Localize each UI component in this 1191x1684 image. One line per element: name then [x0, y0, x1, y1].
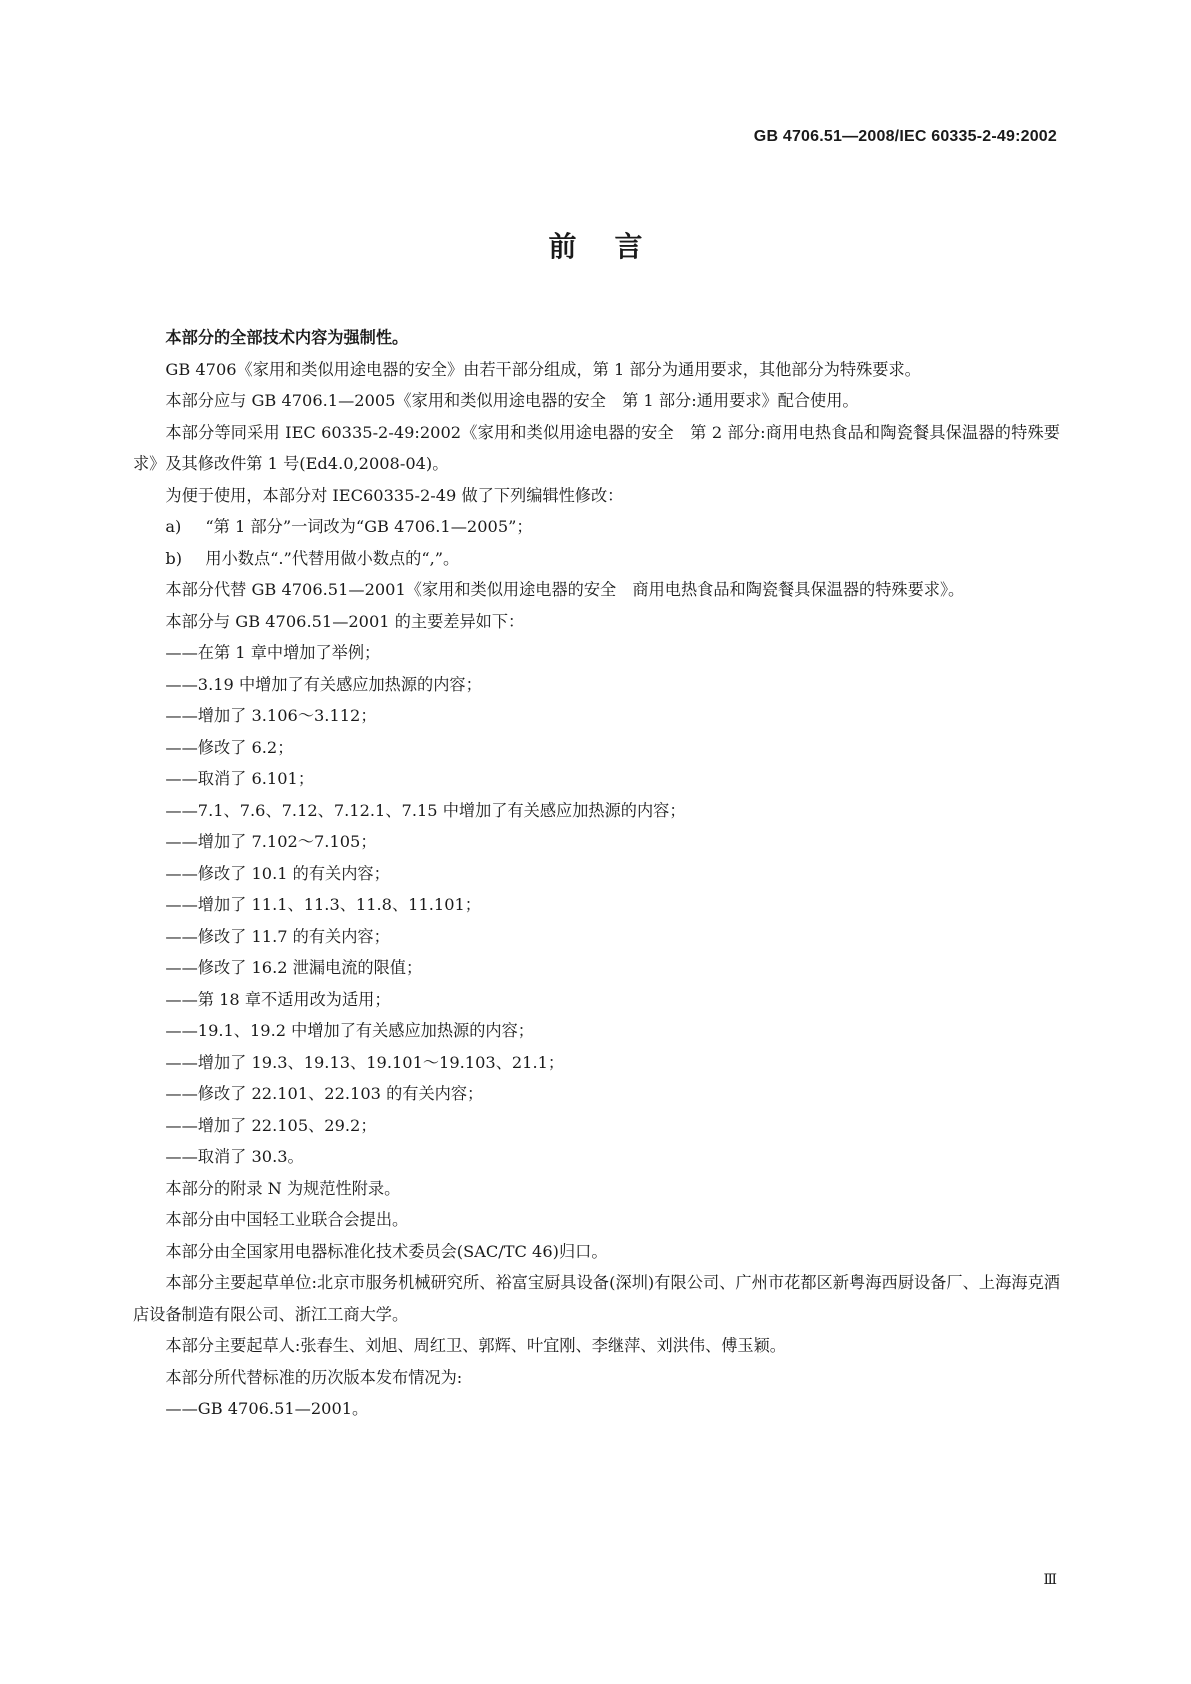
dash-item: ——取消了 30.3。	[165, 1147, 304, 1166]
dash-item: ——增加了 3.106～3.112；	[165, 706, 377, 725]
dash-item: ——第 18 章不适用改为适用；	[165, 989, 391, 1009]
paragraph: 本部分所代替标准的历次版本发布情况为:	[165, 1367, 463, 1387]
paragraph: GB 4706《家用和类似用途电器的安全》由若干部分组成，第 1 部分为通用要求，其他部分为特殊要求。	[165, 359, 921, 379]
paragraph: 本部分应与 GB 4706.1—2005《家用和类似用途电器的安全 第 1 部分:通用要求》配合使用。	[165, 391, 859, 410]
list-item-text: 用小数点“.”代替用做小数点的“,”。	[205, 548, 460, 568]
paragraph: 本部分由全国家用电器标准化技术委员会(SAC/TC 46)归口。	[165, 1241, 608, 1261]
paragraph: 本部分主要起草人:张春生、刘旭、周红卫、郭辉、叶宜刚、李继萍、刘洪伟、傅玉颖。	[165, 1336, 786, 1355]
dash-item: ——GB 4706.51—2001。	[165, 1399, 369, 1418]
dash-item: ——在第 1 章中增加了举例；	[165, 643, 381, 662]
page-title: 前言	[548, 230, 681, 263]
dash-item: ——增加了 19.3、19.13、19.101～19.103、21.1；	[165, 1052, 565, 1072]
list-item	[133, 543, 1060, 575]
list-item	[133, 511, 1060, 543]
dash-item: ——增加了 11.1、11.3、11.8、11.101；	[165, 895, 481, 914]
dash-item: ——修改了 6.2；	[165, 737, 294, 757]
dash-item: ——19.1、19.2 中增加了有关感应加热源的内容；	[165, 1021, 534, 1040]
paragraph: 本部分与 GB 4706.51—2001 的主要差异如下：	[165, 611, 525, 631]
paragraph: 为便于使用，本部分对 IEC60335-2-49 做了下列编辑性修改：	[165, 485, 624, 505]
dash-item: ——增加了 7.102～7.105；	[165, 832, 377, 851]
page-number: Ⅲ	[1043, 1573, 1057, 1588]
dash-item: ——修改了 22.101、22.103 的有关内容；	[165, 1084, 484, 1103]
paragraph: 本部分代替 GB 4706.51—2001《家用和类似用途电器的安全 商用电热食品和陶瓷餐具保温器的特殊要求》。	[165, 580, 965, 599]
list-item-text: “第 1 部分”一词改为“GB 4706.1—2005”；	[205, 517, 533, 536]
list-item-label: b)	[165, 548, 183, 568]
paragraph: 本部分的附录 N 为规范性附录。	[165, 1178, 401, 1198]
dash-item: ——7.1、7.6、7.12、7.12.1、7.15 中增加了有关感应加热源的内容；	[165, 800, 686, 820]
foreword-body	[133, 322, 1060, 1425]
dash-item: ——取消了 6.101；	[165, 769, 315, 788]
list-item-label: a)	[165, 517, 182, 536]
mandatory-statement: 本部分的全部技术内容为强制性。	[165, 328, 409, 347]
dash-item: ——修改了 16.2 泄漏电流的限值；	[165, 958, 423, 977]
dash-item: ——增加了 22.105、29.2；	[165, 1115, 377, 1135]
dash-item: ——3.19 中增加了有关感应加热源的内容；	[165, 674, 482, 694]
dash-item: ——修改了 10.1 的有关内容；	[165, 863, 390, 883]
paragraph: 本部分由中国轻工业联合会提出。	[165, 1210, 409, 1229]
standard-number-header: GB 4706.51—2008/IEC 60335-2-49:2002	[753, 128, 1057, 145]
paragraph: 本部分等同采用 IEC 60335-2-49:2002《家用和类似用途电器的安全 第 2 部分:商用电热食品和陶瓷餐具保温器的特殊要求》及其修改件第 1 号(Ed4.0,2008-04)。	[133, 422, 1060, 473]
paragraph: 本部分主要起草单位:北京市服务机械研究所、裕富宝厨具设备(深圳)有限公司、广州市花都区新粤海西厨设备厂、上海海克酒店设备制造有限公司、浙江工商大学。	[133, 1273, 1060, 1324]
dash-item: ——修改了 11.7 的有关内容；	[165, 926, 390, 946]
